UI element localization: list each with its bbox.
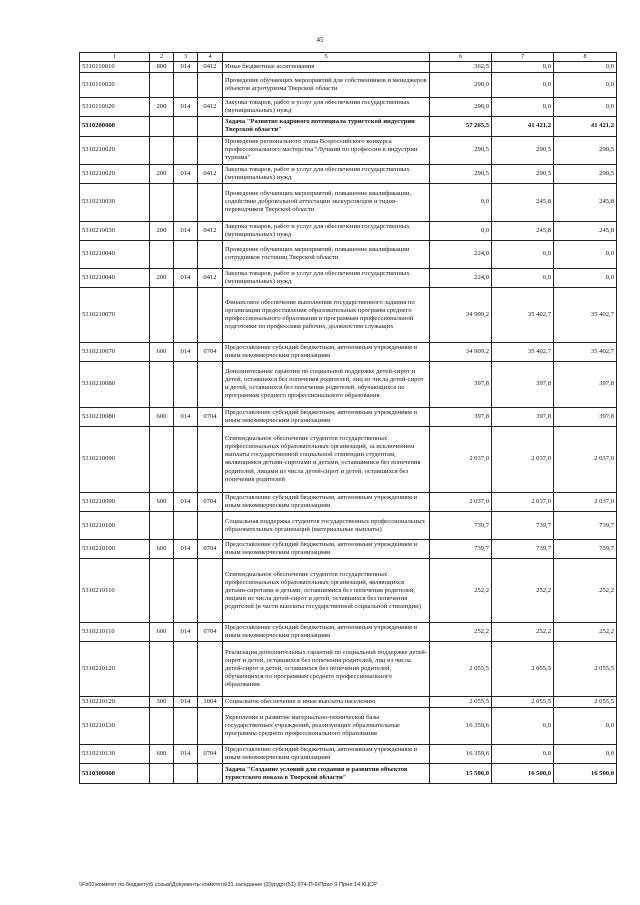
cell-code: 5310210100 <box>80 512 150 540</box>
cell-value-7: 0,0 <box>492 268 554 287</box>
cell-code: 5310210110 <box>80 623 150 642</box>
cell-department: 014 <box>174 407 198 426</box>
table-row <box>80 268 617 287</box>
cell-value-7: 0,0 <box>492 745 554 764</box>
cell-code: 5310210030 <box>80 221 150 240</box>
cell-section: 0704 <box>198 407 223 426</box>
cell-value-6: 2 055,5 <box>430 642 492 697</box>
cell-value-8: 2 055,5 <box>554 697 617 708</box>
cell-value-6: 739,7 <box>430 540 492 559</box>
cell-value-8: 2 055,5 <box>554 642 617 697</box>
cell-value-6: 362,5 <box>430 61 492 72</box>
header-col-6: 6 <box>430 53 492 62</box>
cell-value-7: 245,8 <box>492 183 554 221</box>
cell-expense-type: 600 <box>150 407 174 426</box>
cell-code: 5310210030 <box>80 183 150 221</box>
cell-section <box>198 72 223 97</box>
table-row <box>80 116 617 136</box>
table-row <box>80 407 617 426</box>
cell-expense-type <box>150 764 174 784</box>
cell-value-6: 2 037,0 <box>430 426 492 492</box>
cell-department: 014 <box>174 540 198 559</box>
table-row <box>80 97 617 116</box>
cell-code: 5310210070 <box>80 287 150 342</box>
cell-value-7: 0,0 <box>492 708 554 745</box>
cell-department: 014 <box>174 745 198 764</box>
cell-value-8: 35 402,7 <box>554 287 617 342</box>
cell-expense-type <box>150 361 174 407</box>
cell-department <box>174 361 198 407</box>
cell-department <box>174 72 198 97</box>
cell-value-8: 0,0 <box>554 61 617 72</box>
cell-name: Предоставление субсидий бюджетным, автономным учреждениям и иным некоммерческим организациям <box>223 745 430 764</box>
file-path-footer: \\Fs01\комитет по бюджету\6 созыв\Документы комитета\31 заседание (2)\ргдрт(51) 974-П-6\Прил 9 Прил 14 КЦСР <box>79 882 377 888</box>
cell-value-7: 2 055,5 <box>492 642 554 697</box>
cell-value-8: 2 037,0 <box>554 426 617 492</box>
cell-value-7: 397,8 <box>492 361 554 407</box>
cell-expense-type: 600 <box>150 623 174 642</box>
cell-department: 014 <box>174 492 198 511</box>
cell-code: 5310210020 <box>80 164 150 183</box>
cell-name: Закупка товаров, работ и услуг для обеспечения государственных (муниципальных) нужд <box>223 97 430 116</box>
cell-name: Проведение обучающих мероприятий, повышение квалификации, содействие добровольной аттестации экскурсоводов и гидов-переводчиков Тверской области <box>223 183 430 221</box>
cell-value-8: 0,0 <box>554 97 617 116</box>
cell-value-6: 397,8 <box>430 361 492 407</box>
cell-expense-type <box>150 512 174 540</box>
cell-value-6: 15 500,0 <box>430 764 492 784</box>
cell-name: Иные бюджетные ассигнования <box>223 61 430 72</box>
cell-section: 0704 <box>198 540 223 559</box>
table-row <box>80 559 617 623</box>
budget-table <box>79 52 617 784</box>
cell-value-8: 290,5 <box>554 136 617 164</box>
cell-value-6: 290,0 <box>430 72 492 97</box>
cell-value-7: 290,5 <box>492 164 554 183</box>
cell-department <box>174 116 198 136</box>
cell-expense-type: 200 <box>150 221 174 240</box>
cell-section: 0704 <box>198 342 223 361</box>
table-row <box>80 512 617 540</box>
cell-section <box>198 361 223 407</box>
cell-department <box>174 183 198 221</box>
cell-value-6: 290,0 <box>430 97 492 116</box>
cell-code: 5310210120 <box>80 642 150 697</box>
table-row <box>80 287 617 342</box>
cell-value-8: 0,0 <box>554 72 617 97</box>
cell-value-8: 35 402,7 <box>554 342 617 361</box>
cell-section: 0412 <box>198 268 223 287</box>
cell-value-6: 2 037,0 <box>430 492 492 511</box>
header-col-3: 3 <box>174 53 198 62</box>
cell-department: 014 <box>174 97 198 116</box>
cell-section: 0412 <box>198 97 223 116</box>
table-row <box>80 642 617 697</box>
cell-name: Социальная поддержка студентов государственных профессиональных образовательных организаций (материальные выплаты) <box>223 512 430 540</box>
cell-expense-type <box>150 72 174 97</box>
cell-expense-type: 600 <box>150 540 174 559</box>
cell-value-7: 2 037,0 <box>492 426 554 492</box>
cell-value-8: 397,8 <box>554 361 617 407</box>
cell-expense-type <box>150 426 174 492</box>
cell-department: 014 <box>174 697 198 708</box>
cell-expense-type <box>150 287 174 342</box>
table-row <box>80 164 617 183</box>
cell-name: Дополнительные гарантии по социальной поддержке детей-сирот и детей, оставшихся без попечения родителей, лиц из числа детей-сирот и детей, оставшихся без попечения родителей, обучающихся по программам среднего профессионального образования <box>223 361 430 407</box>
cell-code: 5310110010 <box>80 61 150 72</box>
cell-code: 5310210120 <box>80 697 150 708</box>
cell-section <box>198 708 223 745</box>
cell-name: Задача "Создание условий для создания и развития объектов туристского показа в Тверской области" <box>223 764 430 784</box>
cell-expense-type <box>150 183 174 221</box>
cell-value-6: 290,5 <box>430 136 492 164</box>
cell-code: 5310210100 <box>80 540 150 559</box>
table-row <box>80 708 617 745</box>
header-col-8: 8 <box>554 53 617 62</box>
cell-value-6: 16 359,6 <box>430 745 492 764</box>
cell-department <box>174 287 198 342</box>
cell-name: Стипендиальное обеспечение студентов государственных профессиональных образовательных организаций, за исключением выплаты государственной социальной стипендии студентам, являющимся детьми-сиротами и детьми, оставшимися без попечения родителей, лицами из числа детей-сирот и детей, оставшихся без попечения родителей <box>223 426 430 492</box>
cell-value-8: 2 037,0 <box>554 492 617 511</box>
cell-value-8: 252,2 <box>554 623 617 642</box>
cell-expense-type <box>150 136 174 164</box>
table-row <box>80 540 617 559</box>
cell-expense-type: 200 <box>150 268 174 287</box>
cell-value-8: 739,7 <box>554 512 617 540</box>
cell-code: 5310210090 <box>80 492 150 511</box>
cell-name: Проведение обучающих мероприятий для собственников и менеджеров объектов агротуризма Тверской области <box>223 72 430 97</box>
cell-value-7: 35 402,7 <box>492 287 554 342</box>
cell-code: 5310210130 <box>80 745 150 764</box>
table-row <box>80 183 617 221</box>
cell-value-7: 35 402,7 <box>492 342 554 361</box>
cell-value-8: 0,0 <box>554 268 617 287</box>
cell-section <box>198 136 223 164</box>
cell-department: 014 <box>174 268 198 287</box>
cell-section <box>198 287 223 342</box>
cell-value-7: 0,0 <box>492 61 554 72</box>
cell-code: 5310300000 <box>80 764 150 784</box>
table-row <box>80 361 617 407</box>
cell-code: 5310200000 <box>80 116 150 136</box>
cell-department <box>174 559 198 623</box>
cell-value-8: 739,7 <box>554 540 617 559</box>
cell-section: 0704 <box>198 623 223 642</box>
cell-value-7: 2 055,5 <box>492 697 554 708</box>
table-row <box>80 697 617 708</box>
cell-value-7: 2 037,0 <box>492 492 554 511</box>
cell-expense-type: 300 <box>150 697 174 708</box>
cell-code: 5310110020 <box>80 97 150 116</box>
cell-name: Проведение регионального этапа Всероссийского конкурса профессионального мастерства "Лучший по профессии в индустрии туризма" <box>223 136 430 164</box>
cell-section <box>198 426 223 492</box>
cell-section: 1004 <box>198 697 223 708</box>
cell-department <box>174 240 198 268</box>
cell-section: 0704 <box>198 745 223 764</box>
header-col-4: 4 <box>198 53 223 62</box>
cell-value-8: 0,0 <box>554 240 617 268</box>
cell-name: Укрепление и развитие материально-технической базы государственных учреждений, реализующих образовательные программы среднего профессионального образования <box>223 708 430 745</box>
table-row <box>80 72 617 97</box>
header-col-2: 2 <box>150 53 174 62</box>
table-row <box>80 342 617 361</box>
table-header-row <box>80 53 617 62</box>
header-col-5: 5 <box>223 53 430 62</box>
cell-value-7: 0,0 <box>492 97 554 116</box>
cell-value-7: 16 500,0 <box>492 764 554 784</box>
cell-section <box>198 512 223 540</box>
cell-department: 014 <box>174 342 198 361</box>
cell-value-7: 739,7 <box>492 512 554 540</box>
cell-value-6: 0,0 <box>430 183 492 221</box>
cell-name: Закупка товаров, работ и услуг для обеспечения государственных (муниципальных) нужд <box>223 164 430 183</box>
cell-value-7: 290,5 <box>492 136 554 164</box>
cell-value-8: 397,8 <box>554 407 617 426</box>
cell-expense-type <box>150 642 174 697</box>
cell-name: Предоставление субсидий бюджетным, автономным учреждениям и иным некоммерческим организациям <box>223 342 430 361</box>
cell-code: 5310110020 <box>80 72 150 97</box>
cell-expense-type: 800 <box>150 61 174 72</box>
cell-department: 014 <box>174 61 198 72</box>
header-col-7: 7 <box>492 53 554 62</box>
cell-value-7: 0,0 <box>492 72 554 97</box>
cell-value-6: 252,2 <box>430 559 492 623</box>
cell-code: 5310210020 <box>80 136 150 164</box>
cell-department: 014 <box>174 164 198 183</box>
cell-section <box>198 642 223 697</box>
cell-value-6: 739,7 <box>430 512 492 540</box>
cell-code: 5310210130 <box>80 708 150 745</box>
cell-section: 0412 <box>198 61 223 72</box>
cell-value-6: 224,0 <box>430 268 492 287</box>
table-row <box>80 240 617 268</box>
cell-department <box>174 426 198 492</box>
cell-value-6: 252,2 <box>430 623 492 642</box>
cell-section <box>198 764 223 784</box>
cell-value-6: 290,5 <box>430 164 492 183</box>
cell-name: Реализация дополнительных гарантий по социальной поддержке детей-сирот и детей, оставшихся без попечения родителей, лиц из числа детей-сирот и детей, оставшихся без попечения родителей, обучающихся по программам среднего профессионального образования <box>223 642 430 697</box>
cell-name: Социальное обеспечение и иные выплаты населению <box>223 697 430 708</box>
cell-section: 0412 <box>198 164 223 183</box>
page-number: 45 <box>316 36 324 44</box>
cell-value-6: 34 909,2 <box>430 342 492 361</box>
cell-name: Закупка товаров, работ и услуг для обеспечения государственных (муниципальных) нужд <box>223 268 430 287</box>
cell-code: 5310210090 <box>80 426 150 492</box>
table-row <box>80 221 617 240</box>
cell-value-8: 252,2 <box>554 559 617 623</box>
cell-code: 5310210040 <box>80 240 150 268</box>
cell-department <box>174 512 198 540</box>
cell-value-8: 0,0 <box>554 708 617 745</box>
cell-code: 5310210080 <box>80 407 150 426</box>
cell-name: Задача "Развитие кадрового потенциала туристской индустрии Тверской области" <box>223 116 430 136</box>
cell-value-7: 252,2 <box>492 559 554 623</box>
cell-name: Проведение обучающих мероприятий, повышение квалификации сотрудников гостиниц Тверской области <box>223 240 430 268</box>
cell-section: 0412 <box>198 221 223 240</box>
cell-value-7: 252,2 <box>492 623 554 642</box>
cell-value-8: 245,8 <box>554 221 617 240</box>
cell-value-6: 2 055,5 <box>430 697 492 708</box>
cell-expense-type: 600 <box>150 745 174 764</box>
table-row <box>80 61 617 72</box>
table-row <box>80 745 617 764</box>
header-col-1: 1 <box>80 53 150 62</box>
cell-name: Стипендиальное обеспечение студентов государственных профессиональных образовательных организаций, являющихся детьми-сиротами и детьми, оставшимися без попечения родителей, лицами из числа детей-сирот и детей, оставшихся без попечения родителей (в части выплаты государственной социальной стипендии) <box>223 559 430 623</box>
cell-department: 014 <box>174 221 198 240</box>
cell-name: Закупка товаров, работ и услуг для обеспечения государственных (муниципальных) нужд <box>223 221 430 240</box>
cell-value-7: 0,0 <box>492 240 554 268</box>
cell-expense-type <box>150 559 174 623</box>
cell-section <box>198 240 223 268</box>
table-row <box>80 764 617 784</box>
cell-section <box>198 559 223 623</box>
cell-code: 5310210080 <box>80 361 150 407</box>
cell-section <box>198 116 223 136</box>
cell-code: 5310210110 <box>80 559 150 623</box>
table-row <box>80 426 617 492</box>
cell-code: 5310210040 <box>80 268 150 287</box>
cell-value-6: 224,0 <box>430 240 492 268</box>
cell-name: Предоставление субсидий бюджетным, автономным учреждениям и иным некоммерческим организациям <box>223 623 430 642</box>
cell-department <box>174 642 198 697</box>
cell-expense-type: 200 <box>150 164 174 183</box>
cell-value-7: 245,8 <box>492 221 554 240</box>
cell-expense-type: 600 <box>150 492 174 511</box>
cell-value-8: 41 421,2 <box>554 116 617 136</box>
cell-department <box>174 708 198 745</box>
cell-value-7: 739,7 <box>492 540 554 559</box>
table-body <box>80 53 617 784</box>
cell-value-8: 290,5 <box>554 164 617 183</box>
cell-section: 0704 <box>198 492 223 511</box>
cell-department <box>174 136 198 164</box>
cell-expense-type <box>150 708 174 745</box>
table-row <box>80 623 617 642</box>
cell-name: Предоставление субсидий бюджетным, автономным учреждениям и иным некоммерческим организациям <box>223 407 430 426</box>
cell-value-8: 0,0 <box>554 745 617 764</box>
cell-expense-type <box>150 240 174 268</box>
cell-section <box>198 183 223 221</box>
cell-value-6: 397,8 <box>430 407 492 426</box>
cell-value-6: 57 265,5 <box>430 116 492 136</box>
cell-name: Предоставление субсидий бюджетным, автономным учреждениям и иным некоммерческим организациям <box>223 492 430 511</box>
table-row <box>80 492 617 511</box>
cell-expense-type: 600 <box>150 342 174 361</box>
cell-expense-type <box>150 116 174 136</box>
cell-name: Финансовое обеспечение выполнения государственного задания по организации предоставления образовательных программ среднего профессионального образования и программам профессиональной подготовки по профессиям рабочих, должностям служащих <box>223 287 430 342</box>
cell-value-8: 245,8 <box>554 183 617 221</box>
cell-value-6: 16 359,6 <box>430 708 492 745</box>
cell-value-7: 41 421,2 <box>492 116 554 136</box>
cell-value-8: 16 500,0 <box>554 764 617 784</box>
cell-department <box>174 764 198 784</box>
cell-code: 5310210070 <box>80 342 150 361</box>
cell-name: Предоставление субсидий бюджетным, автономным учреждениям и иным некоммерческим организациям <box>223 540 430 559</box>
cell-value-6: 0,0 <box>430 221 492 240</box>
cell-value-7: 397,8 <box>492 407 554 426</box>
cell-expense-type: 200 <box>150 97 174 116</box>
cell-department: 014 <box>174 623 198 642</box>
cell-value-6: 34 909,2 <box>430 287 492 342</box>
table-row <box>80 136 617 164</box>
